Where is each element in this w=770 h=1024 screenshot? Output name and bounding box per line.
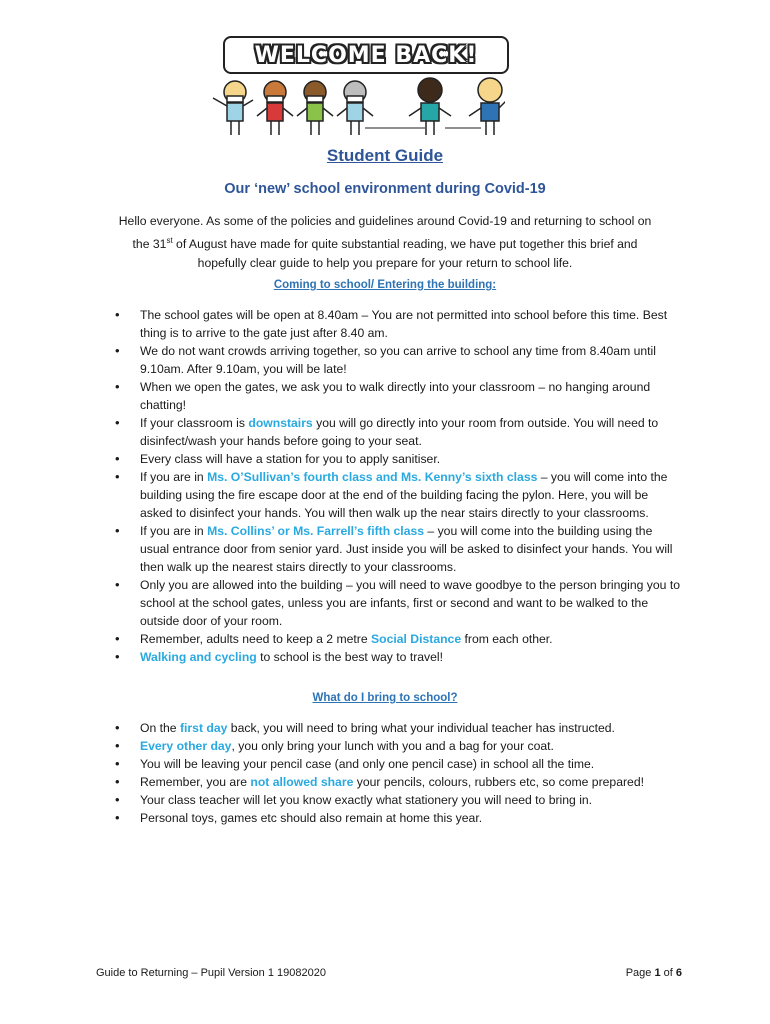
entering-bullet-list: [112, 306, 682, 666]
page-subtitle: Our ‘new’ school environment during Covid-19: [224, 181, 546, 197]
highlight-text: Ms. O’Sullivan’s fourth class and Ms. Kenny’s sixth class: [207, 470, 538, 484]
bring-bullet-list: [112, 719, 682, 827]
highlight-text: Social Distance: [371, 632, 462, 646]
list-item: • Every class will have a station for you to apply sanitiser.: [112, 450, 682, 468]
list-item: • The school gates will be open at 8.40am – You are not permitted into school before this time. Best thing is to arrive to the gate just after 8.40 am.: [112, 306, 682, 342]
section-heading-bring: What do I bring to school?: [312, 692, 458, 704]
intro-line-1: Hello everyone. As some of the policies and guidelines around Covid-19 and returning to school on: [118, 214, 652, 228]
list-item: • If you are in Ms. O’Sullivan’s fourth class and Ms. Kenny’s sixth class – you will come into the building using the fire escape door at the end of the building facing the pylon. Here, you will be asked to disinfect your hands. You will then walk up the near stairs directly to your classrooms.: [112, 468, 682, 522]
list-item: • If you are in Ms. Collins’ or Ms. Farrell’s fifth class – you will come into the building using the usual entrance door from senior yard. Just inside you will be asked to disinfect your hands. You will then walk up the nearest stairs directly to your classrooms.: [112, 522, 682, 576]
list-item: • Walking and cycling to school is the best way to travel!: [112, 648, 682, 666]
footer-page-number: Page 1 of 6: [625, 967, 682, 979]
list-item: • Remember, you are not allowed share your pencils, colours, rubbers etc, so come prepared!: [112, 773, 682, 791]
list-item: • You will be leaving your pencil case (and only one pencil case) in school all the time.: [112, 755, 682, 773]
list-item: • Every other day, you only bring your lunch with you and a bag for your coat.: [112, 737, 682, 755]
children-illustration: [205, 70, 505, 140]
list-item: • We do not want crowds arriving together, so you can arrive to school any time from 8.40am until 9.10am. After 9.10am, you will be late!: [112, 342, 682, 378]
section-heading-entering: Coming to school/ Entering the building:: [273, 279, 497, 291]
welcome-banner: [223, 36, 509, 74]
list-item: • Only you are allowed into the building – you will need to wave goodbye to the person bringing you to school at the school gates, unless you are infants, first or second and want to be walked to the outside door of your room.: [112, 576, 682, 630]
highlight-text: Ms. Collins’ or Ms. Farrell’s fifth class: [207, 524, 425, 538]
highlight-text: downstairs: [248, 416, 313, 430]
highlight-text: Every other day: [140, 739, 232, 753]
list-item: • Personal toys, games etc should also remain at home this year.: [112, 809, 682, 827]
intro-line-2a: the 31: [132, 237, 167, 252]
welcome-back-illustration: [205, 30, 505, 140]
list-item: • If your classroom is downstairs you will go directly into your room from outside. You will need to disinfect/wash your hands before going to your seat.: [112, 414, 682, 450]
footer-document-version: Guide to Returning – Pupil Version 1 19082020: [96, 967, 326, 979]
list-item: • When we open the gates, we ask you to walk directly into your classroom – no hanging around chatting!: [112, 378, 682, 414]
highlight-text: not allowed share: [250, 775, 354, 789]
intro-line-2b: of August have made for quite substantial reading, we have put together this brief and: [172, 237, 638, 252]
banner-text: WELCOME BACK!: [254, 42, 478, 68]
list-item: • On the first day back, you will need to bring what your individual teacher has instructed.: [112, 719, 682, 737]
intro-superscript: st: [166, 236, 173, 245]
list-item: • Your class teacher will let you know exactly what stationery you will need to bring in.: [112, 791, 682, 809]
list-item: • Remember, adults need to keep a 2 metre Social Distance from each other.: [112, 630, 682, 648]
highlight-text: Walking and cycling: [140, 650, 257, 664]
intro-paragraph: [90, 212, 680, 273]
page-title: Student Guide: [326, 146, 444, 165]
intro-line-3: hopefully clear guide to help you prepare for your return to school life.: [197, 256, 573, 271]
highlight-text: first day: [179, 721, 228, 735]
